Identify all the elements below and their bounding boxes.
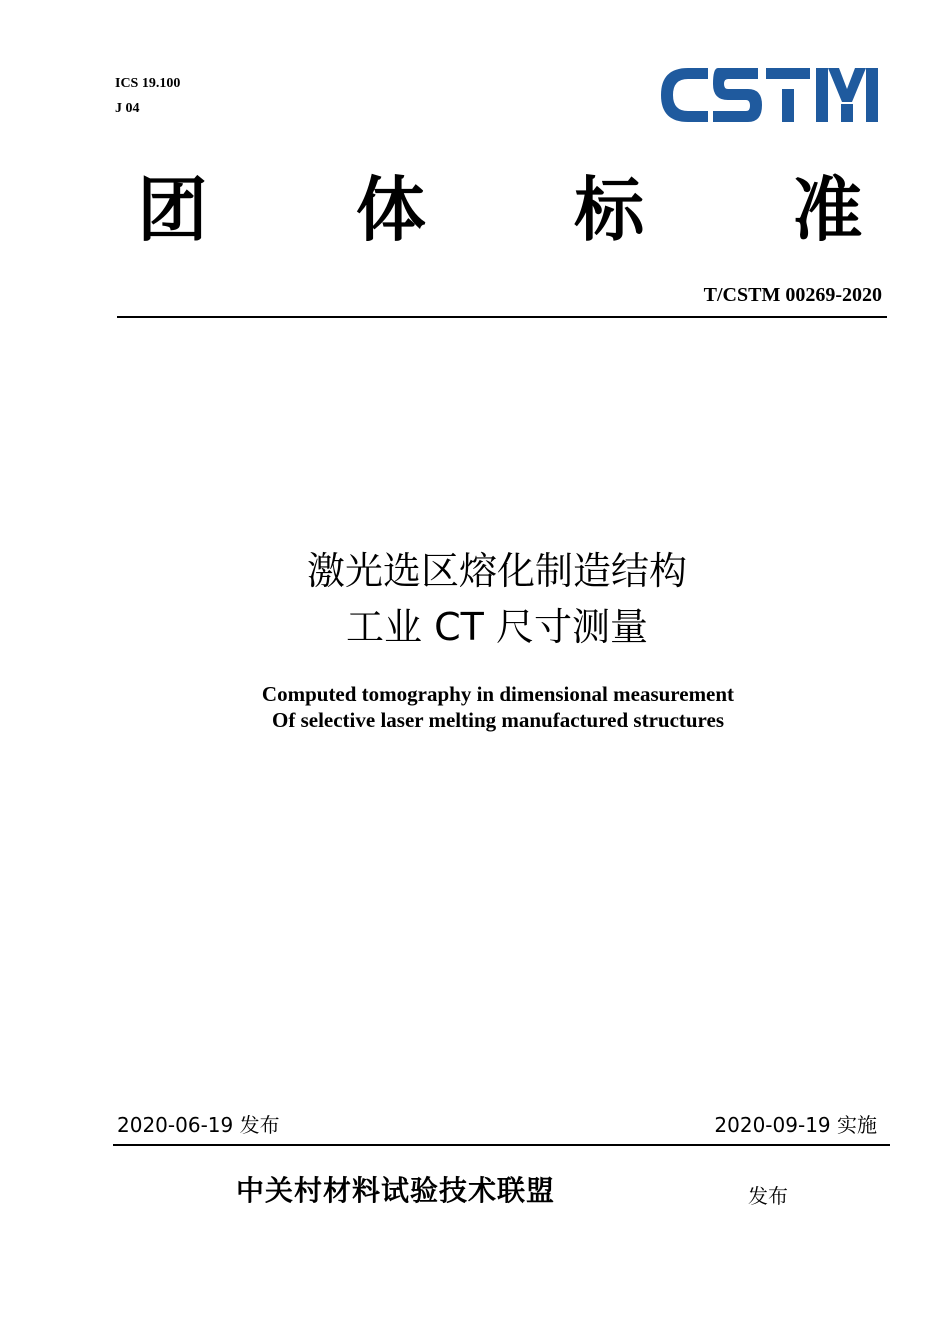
- logo-letter-t-stem: [782, 89, 794, 122]
- logo-letter-m-stem: [841, 104, 853, 122]
- standard-number: T/CSTM 00269-2020: [703, 284, 882, 306]
- logo-letter-m-left: [816, 68, 828, 122]
- publish-date: 2020-06-19 发布: [117, 1113, 280, 1137]
- english-title-line-2: Of selective laser melting manufactured structures: [272, 708, 724, 732]
- implementation-date: 2020-09-19 实施: [714, 1113, 877, 1137]
- english-title-line-1: Computed tomography in dimensional measurement: [261, 682, 735, 706]
- logo-letter-s: [713, 68, 762, 122]
- publisher-action: 发布: [748, 1184, 788, 1208]
- classification-code: J 04: [115, 101, 140, 116]
- chinese-title-line-2: 工业 CT 尺寸测量: [346, 605, 648, 649]
- logo-letter-c: [661, 68, 708, 122]
- standard-type-title: 团 体 标 准: [137, 168, 925, 251]
- ics-code: ICS 19.100: [115, 76, 181, 91]
- logo-letter-m-right: [866, 68, 878, 122]
- publisher-name: 中关村材料试验技术联盟: [236, 1174, 556, 1207]
- cstm-logo: [658, 62, 880, 128]
- bottom-rule: [113, 1144, 890, 1146]
- logo-letter-t-top: [766, 68, 810, 79]
- logo-letter-m-middle: [828, 68, 866, 102]
- top-rule: [117, 316, 887, 318]
- chinese-title-line-1: 激光选区熔化制造结构: [306, 549, 687, 593]
